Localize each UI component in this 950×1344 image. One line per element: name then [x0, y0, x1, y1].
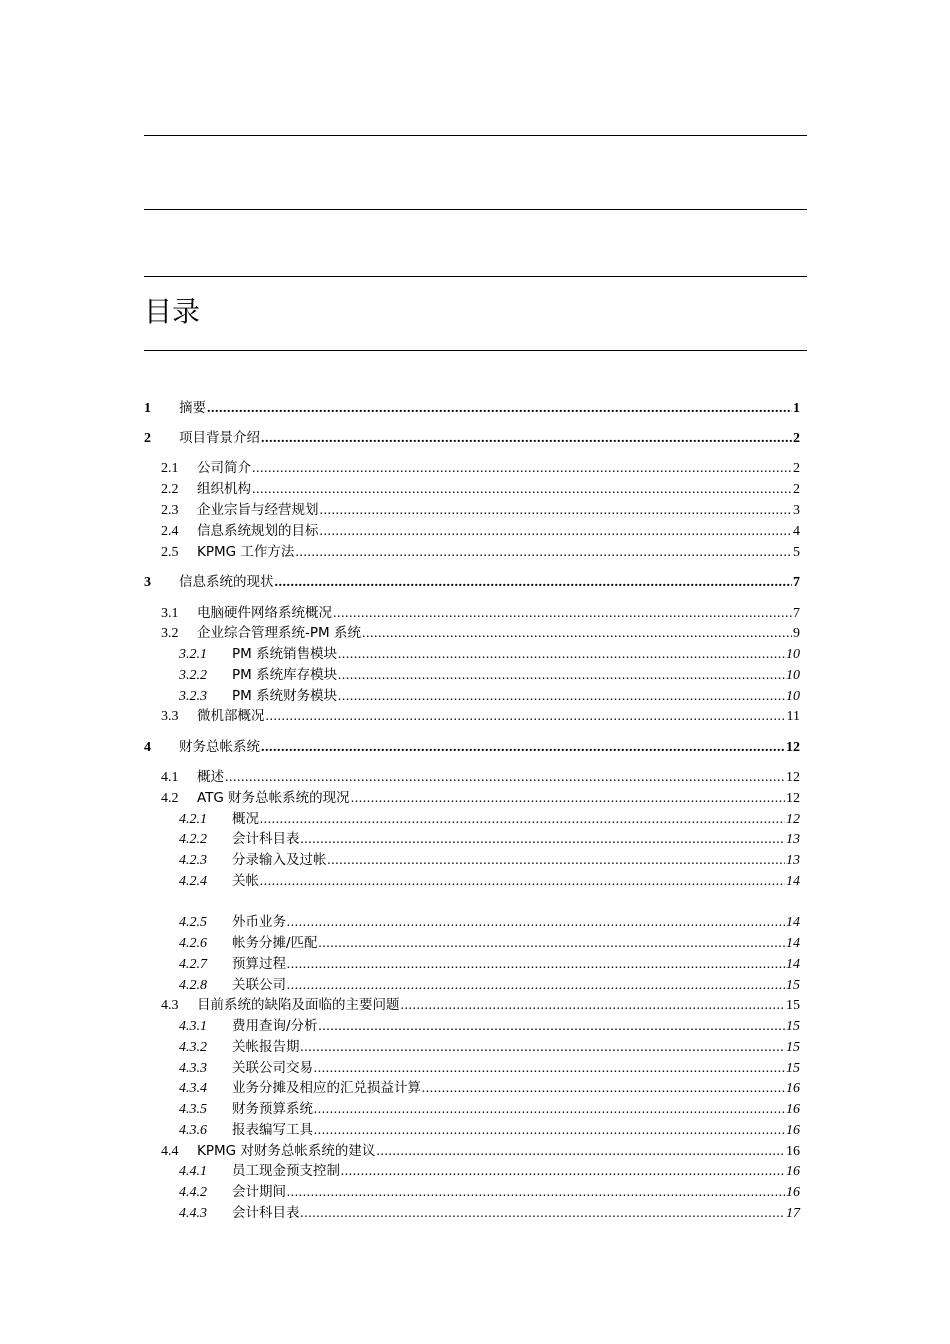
toc-entry-title: 概述: [197, 769, 224, 785]
toc-entry-page-number: 12: [786, 770, 800, 785]
toc-entry-page-number: 5: [793, 545, 800, 560]
toc-entry-title: 电脑硬件网络系统概况: [197, 605, 332, 621]
toc-entry-title: 员工现金预支控制: [232, 1163, 340, 1179]
toc-entry-page-number: 1: [793, 401, 800, 416]
toc-entry[interactable]: [0, 686, 800, 706]
toc-entry-page-number: 15: [786, 1061, 800, 1076]
toc-dot-leader: [319, 934, 785, 954]
toc-entry[interactable]: [0, 975, 800, 995]
toc-entry-page-number: 10: [786, 647, 800, 662]
toc-entry-number: 4.4: [161, 1144, 179, 1159]
toc-entry-title: 业务分摊及相应的汇兑损益计算: [232, 1080, 421, 1096]
toc-entry-page-number: 14: [786, 957, 800, 972]
toc-dot-leader: [275, 573, 793, 593]
toc-heading-bottom-rule: [144, 350, 807, 351]
toc-heading: 目录: [144, 295, 201, 328]
toc-dot-leader: [295, 543, 792, 563]
toc-entry[interactable]: [0, 1182, 800, 1202]
toc-entry-page-number: 12: [786, 740, 800, 755]
toc-entry-title: 财务预算系统: [232, 1101, 313, 1117]
toc-dot-leader: [301, 830, 786, 850]
toc-entry[interactable]: [0, 995, 800, 1015]
toc-entry[interactable]: [0, 1099, 800, 1119]
toc-entry-page-number: 2: [793, 482, 800, 497]
toc-entry-number: 4.2.4: [179, 874, 207, 889]
toc-entry[interactable]: [0, 479, 800, 499]
toc-entry[interactable]: [0, 623, 800, 643]
toc-entry[interactable]: [0, 871, 800, 891]
toc-entry-title: 关联公司交易: [232, 1060, 313, 1076]
toc-entry[interactable]: [0, 737, 800, 757]
toc-entry-number: 4.3.6: [179, 1123, 207, 1138]
toc-entry-page-number: 9: [793, 626, 800, 641]
toc-entry-title: KPMG 对财务总帐系统的建议: [197, 1143, 376, 1159]
toc-entry-title: 会计期间: [232, 1184, 286, 1200]
toc-entry[interactable]: [0, 933, 800, 953]
toc-entry-title: 信息系统规划的目标: [197, 523, 319, 539]
toc-dot-leader: [333, 604, 792, 624]
toc-entry-page-number: 14: [786, 915, 800, 930]
toc-entry-title: 概况: [232, 811, 259, 827]
toc-entry-page-number: 10: [786, 689, 800, 704]
toc-entry-number: 4.2: [161, 791, 179, 806]
toc-entry-page-number: 2: [793, 431, 800, 446]
toc-entry[interactable]: [0, 767, 800, 787]
toc-entry-title: ATG 财务总帐系统的现况: [197, 790, 350, 806]
toc-entry-page-number: 17: [786, 1206, 800, 1221]
toc-dot-leader: [376, 1142, 785, 1162]
toc-entry-number: 4.3.5: [179, 1102, 207, 1117]
toc-dot-leader: [261, 429, 792, 449]
toc-entry-page-number: 7: [793, 575, 800, 590]
toc-entry-title: 微机部概况: [197, 708, 265, 724]
toc-entry[interactable]: [0, 1203, 800, 1223]
toc-entry-title: 关帐报告期: [232, 1039, 300, 1055]
toc-entry-page-number: 4: [793, 524, 800, 539]
toc-entry-number: 2.3: [161, 503, 179, 518]
header-rule-1: [144, 135, 807, 136]
toc-dot-leader: [225, 768, 785, 788]
toc-entry-number: 4: [144, 740, 151, 755]
toc-entry-title: 企业综合管理系统-PM 系统: [197, 625, 361, 641]
toc-dot-leader: [338, 645, 785, 665]
toc-entry-number: 4.2.6: [179, 936, 207, 951]
toc-entry-title: 报表编写工具: [232, 1122, 313, 1138]
toc-entry-number: 3.2.2: [179, 668, 207, 683]
toc-entry[interactable]: [0, 603, 800, 623]
toc-entry[interactable]: [0, 850, 800, 870]
toc-entry[interactable]: [0, 398, 800, 418]
toc-entry-title: PM 系统库存模块: [232, 667, 338, 683]
toc-entry-number: 2.1: [161, 461, 179, 476]
toc-entry-page-number: 16: [786, 1185, 800, 1200]
toc-dot-leader: [314, 1121, 785, 1141]
toc-dot-leader: [314, 1059, 785, 1079]
toc-entry-page-number: 16: [786, 1081, 800, 1096]
toc-entry-number: 4.4.1: [179, 1164, 207, 1179]
toc-dot-leader: [338, 666, 785, 686]
toc-entry-number: 3.3: [161, 709, 179, 724]
header-rule-2: [144, 209, 807, 210]
toc-entry-number: 4.3.2: [179, 1040, 207, 1055]
toc-heading-top-rule: [144, 276, 807, 277]
toc-entry[interactable]: [0, 1161, 800, 1181]
toc-entry-page-number: 15: [786, 998, 800, 1013]
toc-dot-leader: [266, 707, 786, 727]
toc-entry[interactable]: [0, 572, 800, 592]
toc-entry[interactable]: [0, 706, 800, 726]
toc-entry-number: 4.3: [161, 998, 179, 1013]
toc-entry-page-number: 14: [786, 874, 800, 889]
toc-entry-title: KPMG 工作方法: [197, 544, 295, 560]
toc-dot-leader: [260, 810, 785, 830]
toc-entry[interactable]: [0, 954, 800, 974]
toc-dot-leader: [287, 1183, 785, 1203]
toc-dot-leader: [287, 955, 785, 975]
toc-entry-number: 4.3.4: [179, 1081, 207, 1096]
toc-dot-leader: [301, 1038, 786, 1058]
toc-entry-title: 会计科目表: [232, 831, 300, 847]
toc-entry[interactable]: [0, 1141, 800, 1161]
toc-dot-leader: [320, 501, 793, 521]
toc-entry-number: 4.2.8: [179, 978, 207, 993]
toc-entry-page-number: 3: [793, 503, 800, 518]
toc-entry-number: 1: [144, 401, 151, 416]
toc-entry-number: 2.5: [161, 545, 179, 560]
toc-entry-page-number: 12: [786, 791, 800, 806]
toc-dot-leader: [252, 459, 792, 479]
toc-entry-page-number: 13: [786, 832, 800, 847]
toc-entry[interactable]: [0, 665, 800, 685]
toc-dot-leader: [362, 624, 792, 644]
toc-dot-leader: [260, 872, 785, 892]
toc-entry-page-number: 16: [786, 1164, 800, 1179]
toc-entry[interactable]: [0, 1037, 800, 1057]
toc-entry-page-number: 11: [786, 709, 800, 724]
toc-dot-leader: [351, 789, 785, 809]
toc-dot-leader: [319, 1017, 785, 1037]
toc-entry-title: 摘要: [179, 400, 206, 416]
toc-entry-number: 4.1: [161, 770, 179, 785]
toc-entry-number: 2.2: [161, 482, 179, 497]
toc-entry-title: 费用查询/分析: [232, 1018, 318, 1034]
toc-entry-title: 帐务分摊/匹配: [232, 935, 318, 951]
toc-entry-title: 会计科目表: [232, 1205, 300, 1221]
toc-entry-title: 信息系统的现状: [179, 574, 274, 590]
toc-entry-page-number: 14: [786, 936, 800, 951]
toc-entry-page-number: 10: [786, 668, 800, 683]
toc-entry-number: 4.2.7: [179, 957, 207, 972]
toc-entry[interactable]: [0, 521, 800, 541]
toc-entry-page-number: 16: [786, 1144, 800, 1159]
toc-entry-title: 目前系统的缺陷及面临的主要问题: [197, 997, 400, 1013]
toc-entry[interactable]: [0, 1016, 800, 1036]
toc-entry-page-number: 16: [786, 1102, 800, 1117]
toc-dot-leader: [314, 1100, 785, 1120]
toc-entry[interactable]: [0, 542, 800, 562]
toc-entry-number: 3.2.3: [179, 689, 207, 704]
toc-dot-leader: [328, 851, 786, 871]
toc-entry-title: 财务总帐系统: [179, 739, 260, 755]
toc-entry[interactable]: [0, 644, 800, 664]
toc-entry-number: 3.2.1: [179, 647, 207, 662]
toc-entry-number: 3.1: [161, 606, 179, 621]
toc-entry-number: 2.4: [161, 524, 179, 539]
toc-entry-number: 4.4.2: [179, 1185, 207, 1200]
toc-entry[interactable]: [0, 428, 800, 448]
toc-entry-title: 企业宗旨与经营规划: [197, 502, 319, 518]
toc-entry-title: 公司简介: [197, 460, 251, 476]
toc-entry-title: 关联公司: [232, 977, 286, 993]
toc-entry[interactable]: [0, 1120, 800, 1140]
toc-entry-number: 3: [144, 575, 151, 590]
toc-entry-page-number: 15: [786, 978, 800, 993]
toc-dot-leader: [287, 913, 785, 933]
toc-entry-title: PM 系统销售模块: [232, 646, 338, 662]
toc-entry-number: 4.2.1: [179, 812, 207, 827]
toc-entry-title: 关帐: [232, 873, 259, 889]
toc-entry-page-number: 7: [793, 606, 800, 621]
toc-dot-leader: [338, 687, 785, 707]
toc-entry-title: 项目背景介绍: [179, 430, 260, 446]
toc-entry[interactable]: [0, 500, 800, 520]
toc-entry-number: 4.2.3: [179, 853, 207, 868]
toc-entry-number: 4.2.2: [179, 832, 207, 847]
toc-dot-leader: [207, 399, 792, 419]
toc-entry-number: 2: [144, 431, 151, 446]
toc-dot-leader: [320, 522, 793, 542]
toc-entry-title: 分录输入及过帐: [232, 852, 327, 868]
toc-entry-page-number: 15: [786, 1019, 800, 1034]
toc-entry[interactable]: [0, 1058, 800, 1078]
toc-dot-leader: [301, 1204, 786, 1224]
toc-dot-leader: [287, 976, 785, 996]
toc-entry[interactable]: [0, 458, 800, 478]
toc-entry[interactable]: [0, 809, 800, 829]
toc-entry-number: 4.4.3: [179, 1206, 207, 1221]
toc-entry-page-number: 12: [786, 812, 800, 827]
toc-entry-number: 4.3.1: [179, 1019, 207, 1034]
toc-entry-title: 外币业务: [232, 914, 286, 930]
toc-dot-leader: [252, 480, 792, 500]
toc-entry-page-number: 2: [793, 461, 800, 476]
toc-entry-number: 4.2.5: [179, 915, 207, 930]
toc-entry-number: 3.2: [161, 626, 179, 641]
toc-entry[interactable]: [0, 912, 800, 932]
toc-entry-title: 预算过程: [232, 956, 286, 972]
toc-entry[interactable]: [0, 1078, 800, 1098]
toc-entry-page-number: 16: [786, 1123, 800, 1138]
toc-entry-title: PM 系统财务模块: [232, 688, 338, 704]
toc-entry-title: 组织机构: [197, 481, 251, 497]
toc-dot-leader: [261, 738, 785, 758]
toc-dot-leader: [422, 1079, 785, 1099]
toc-entry-page-number: 15: [786, 1040, 800, 1055]
toc-dot-leader: [401, 996, 786, 1016]
toc-entry[interactable]: [0, 829, 800, 849]
toc-entry[interactable]: [0, 788, 800, 808]
toc-dot-leader: [341, 1162, 785, 1182]
toc-entry-number: 4.3.3: [179, 1061, 207, 1076]
toc-entry-page-number: 13: [786, 853, 800, 868]
